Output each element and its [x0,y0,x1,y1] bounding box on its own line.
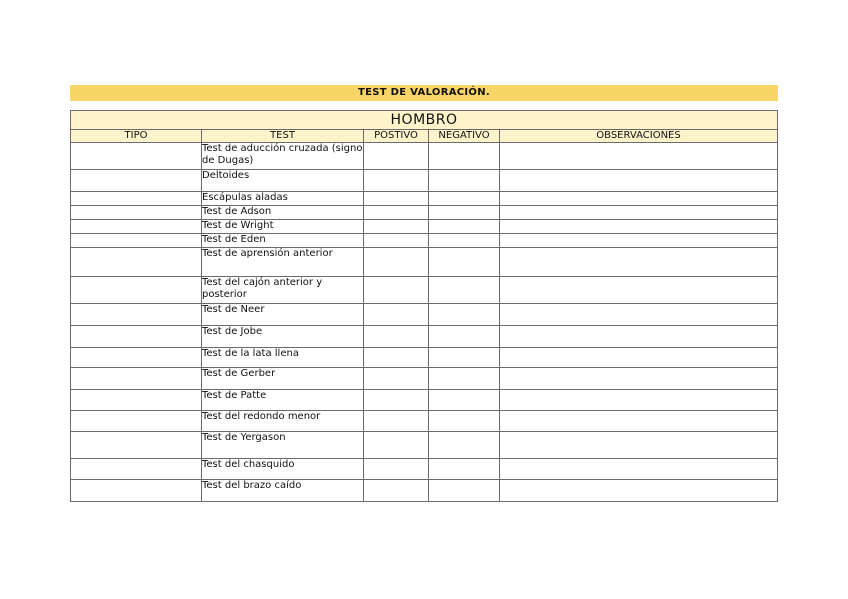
test-name-cell: Test de Eden [202,234,364,248]
negativo-cell[interactable] [429,220,500,234]
observaciones-cell[interactable] [500,304,778,326]
positivo-cell[interactable] [364,432,429,459]
negativo-cell[interactable] [429,326,500,348]
header-positivo: POSTIVO [364,130,429,143]
test-name-cell: Test de aducción cruzada (signo de Dugas) [202,143,364,170]
tipo-cell[interactable] [71,304,202,326]
tipo-cell[interactable] [71,432,202,459]
table-row [71,348,778,368]
table-row [71,304,778,326]
observaciones-cell[interactable] [500,143,778,170]
negativo-cell[interactable] [429,480,500,502]
negativo-cell[interactable] [429,459,500,480]
observaciones-cell[interactable] [500,348,778,368]
table-row [71,459,778,480]
negativo-cell[interactable] [429,248,500,277]
test-name-cell: Test del cajón anterior y posterior [202,277,364,304]
observaciones-cell[interactable] [500,234,778,248]
negativo-cell[interactable] [429,277,500,304]
positivo-cell[interactable] [364,248,429,277]
negativo-cell[interactable] [429,411,500,432]
test-name-cell: Test de Neer [202,304,364,326]
table-row [71,368,778,390]
observaciones-cell[interactable] [500,206,778,220]
observaciones-cell[interactable] [500,248,778,277]
observaciones-cell[interactable] [500,390,778,411]
observaciones-cell[interactable] [500,411,778,432]
observaciones-cell[interactable] [500,480,778,502]
observaciones-cell[interactable] [500,368,778,390]
tipo-cell[interactable] [71,220,202,234]
tipo-cell[interactable] [71,248,202,277]
tipo-cell[interactable] [71,348,202,368]
test-name-cell: Test de Jobe [202,326,364,348]
table-row [71,248,778,277]
table-row [71,234,778,248]
negativo-cell[interactable] [429,368,500,390]
column-header-row [71,130,778,143]
test-name-cell: Test de Patte [202,390,364,411]
header-negativo: NEGATIVO [429,130,500,143]
positivo-cell[interactable] [364,170,429,192]
positivo-cell[interactable] [364,326,429,348]
table-row [71,411,778,432]
negativo-cell[interactable] [429,192,500,206]
positivo-cell[interactable] [364,390,429,411]
positivo-cell[interactable] [364,411,429,432]
positivo-cell[interactable] [364,368,429,390]
test-name-cell: Test de Wright [202,220,364,234]
negativo-cell[interactable] [429,143,500,170]
positivo-cell[interactable] [364,220,429,234]
positivo-cell[interactable] [364,143,429,170]
observaciones-cell[interactable] [500,277,778,304]
table-title: HOMBRO [71,111,778,130]
tipo-cell[interactable] [71,234,202,248]
table-row [71,480,778,502]
test-name-cell: Test de Gerber [202,368,364,390]
table-row [71,143,778,170]
positivo-cell[interactable] [364,277,429,304]
tipo-cell[interactable] [71,143,202,170]
page-banner-title: TEST DE VALORACIÓN. [70,85,778,101]
test-name-cell: Deltoides [202,170,364,192]
tipo-cell[interactable] [71,411,202,432]
tipo-cell[interactable] [71,326,202,348]
test-name-cell: Test de la lata llena [202,348,364,368]
tipo-cell[interactable] [71,368,202,390]
positivo-cell[interactable] [364,348,429,368]
table-row [71,220,778,234]
table-row [71,326,778,348]
observaciones-cell[interactable] [500,432,778,459]
tipo-cell[interactable] [71,277,202,304]
table-row [71,206,778,220]
negativo-cell[interactable] [429,206,500,220]
tipo-cell[interactable] [71,480,202,502]
tipo-cell[interactable] [71,390,202,411]
test-name-cell: Test del brazo caído [202,480,364,502]
observaciones-cell[interactable] [500,170,778,192]
observaciones-cell[interactable] [500,192,778,206]
test-name-cell: Test de aprensión anterior [202,248,364,277]
negativo-cell[interactable] [429,170,500,192]
table-row [71,390,778,411]
test-name-cell: Test de Yergason [202,432,364,459]
assessment-table [70,110,778,502]
positivo-cell[interactable] [364,459,429,480]
table-row [71,192,778,206]
negativo-cell[interactable] [429,348,500,368]
table-row [71,432,778,459]
observaciones-cell[interactable] [500,220,778,234]
test-name-cell: Test de Adson [202,206,364,220]
positivo-cell[interactable] [364,206,429,220]
test-name-cell: Escápulas aladas [202,192,364,206]
positivo-cell[interactable] [364,234,429,248]
test-name-cell: Test del chasquido [202,459,364,480]
test-name-cell: Test del redondo menor [202,411,364,432]
table-row [71,170,778,192]
header-test: TEST [202,130,364,143]
negativo-cell[interactable] [429,390,500,411]
positivo-cell[interactable] [364,304,429,326]
tipo-cell[interactable] [71,459,202,480]
tipo-cell[interactable] [71,170,202,192]
observaciones-cell[interactable] [500,326,778,348]
negativo-cell[interactable] [429,432,500,459]
negativo-cell[interactable] [429,304,500,326]
tipo-cell[interactable] [71,206,202,220]
positivo-cell[interactable] [364,192,429,206]
observaciones-cell[interactable] [500,459,778,480]
positivo-cell[interactable] [364,480,429,502]
tipo-cell[interactable] [71,192,202,206]
negativo-cell[interactable] [429,234,500,248]
table-row [71,277,778,304]
header-tipo: TIPO [71,130,202,143]
header-observaciones: OBSERVACIONES [500,130,778,143]
